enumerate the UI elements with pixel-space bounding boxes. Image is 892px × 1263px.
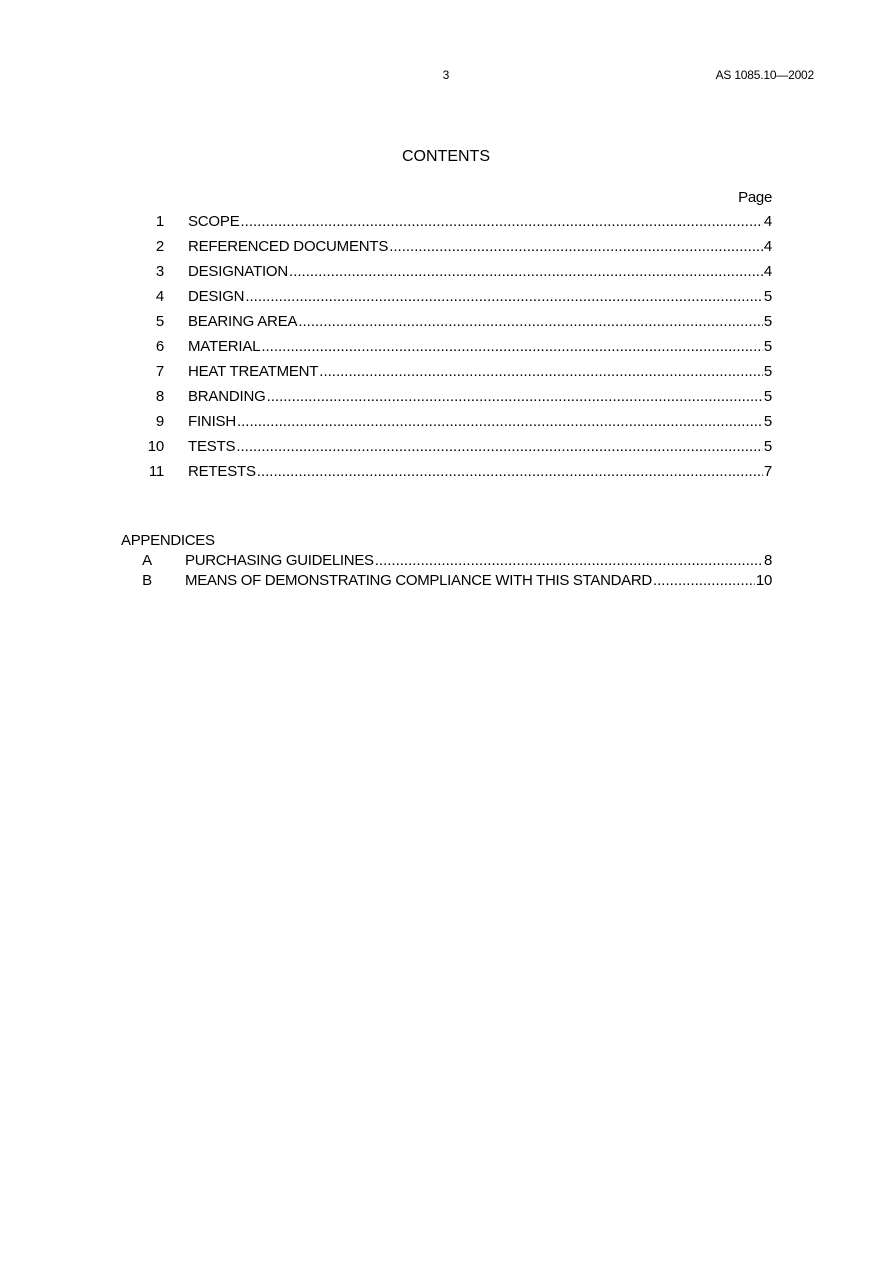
toc-entry-page: 4 [763, 213, 772, 230]
toc-entry [140, 313, 772, 338]
toc-entry-title: DESIGNATION [188, 263, 289, 280]
toc-entry-page: 5 [763, 313, 772, 330]
toc-entry-number: 10 [147, 438, 164, 455]
document-code: AS 1085.10—2002 [715, 68, 814, 82]
appendix-entry [140, 572, 772, 592]
dot-leader [245, 288, 763, 305]
appendix-page: 10 [755, 572, 772, 589]
toc-entry [140, 363, 772, 388]
toc-entry-page: 5 [763, 438, 772, 455]
appendix-letter: A [142, 552, 152, 569]
dot-leader [236, 438, 763, 455]
dot-leader [267, 388, 763, 405]
toc-entry [140, 413, 772, 438]
toc-entry-number: 9 [155, 413, 164, 430]
toc-entry-page: 5 [763, 288, 772, 305]
toc-entry-number: 7 [155, 363, 164, 380]
toc-entry-title: BRANDING [188, 388, 266, 405]
contents-title: CONTENTS [402, 148, 490, 165]
dot-leader [653, 572, 755, 589]
toc-entry-page: 5 [763, 413, 772, 430]
appendix-letter: B [142, 572, 152, 589]
toc-entry-page: 5 [763, 363, 772, 380]
appendices-heading: APPENDICES [121, 532, 215, 549]
dot-leader [261, 338, 763, 355]
toc-entry [140, 288, 772, 313]
toc-entry-number: 4 [155, 288, 164, 305]
toc-entry-title: DESIGN [188, 288, 245, 305]
toc-entry-title: MATERIAL [188, 338, 261, 355]
dot-leader [289, 263, 763, 280]
toc-entry-title: TESTS [188, 438, 236, 455]
toc-entry-title: RETESTS [188, 463, 256, 480]
dot-leader [298, 313, 763, 330]
toc-entry [140, 213, 772, 238]
page-column-header: Page [738, 189, 772, 206]
toc-entry [140, 438, 772, 463]
appendices-list [140, 552, 772, 592]
toc-entry-number: 2 [155, 238, 164, 255]
toc-entry [140, 263, 772, 288]
page-number: 3 [442, 68, 450, 82]
toc-entry [140, 338, 772, 363]
appendix-title: MEANS OF DEMONSTRATING COMPLIANCE WITH THIS STANDARD [185, 572, 652, 589]
toc-entry-page: 4 [763, 238, 772, 255]
toc-entry-number: 6 [155, 338, 164, 355]
dot-leader [375, 552, 763, 569]
dot-leader [257, 463, 763, 480]
toc-entry [140, 388, 772, 413]
toc-entry-title: FINISH [188, 413, 236, 430]
toc-entry-page: 5 [763, 338, 772, 355]
table-of-contents [140, 213, 772, 488]
toc-entry-number: 8 [155, 388, 164, 405]
toc-entry-number: 11 [148, 463, 164, 480]
toc-entry-number: 1 [155, 213, 164, 230]
toc-entry [140, 463, 772, 488]
toc-entry-title: BEARING AREA [188, 313, 298, 330]
toc-entry-page: 5 [763, 388, 772, 405]
toc-entry-title: SCOPE [188, 213, 240, 230]
dot-leader [241, 213, 763, 230]
appendix-entry [140, 552, 772, 572]
toc-entry-title: HEAT TREATMENT [188, 363, 319, 380]
dot-leader [389, 238, 763, 255]
appendix-title: PURCHASING GUIDELINES [185, 552, 374, 569]
dot-leader [237, 413, 763, 430]
toc-entry-title: REFERENCED DOCUMENTS [188, 238, 389, 255]
toc-entry [140, 238, 772, 263]
dot-leader [319, 363, 763, 380]
toc-entry-number: 3 [155, 263, 164, 280]
appendix-page: 8 [763, 552, 772, 569]
toc-entry-number: 5 [155, 313, 164, 330]
toc-entry-page: 4 [763, 263, 772, 280]
toc-entry-page: 7 [763, 463, 772, 480]
